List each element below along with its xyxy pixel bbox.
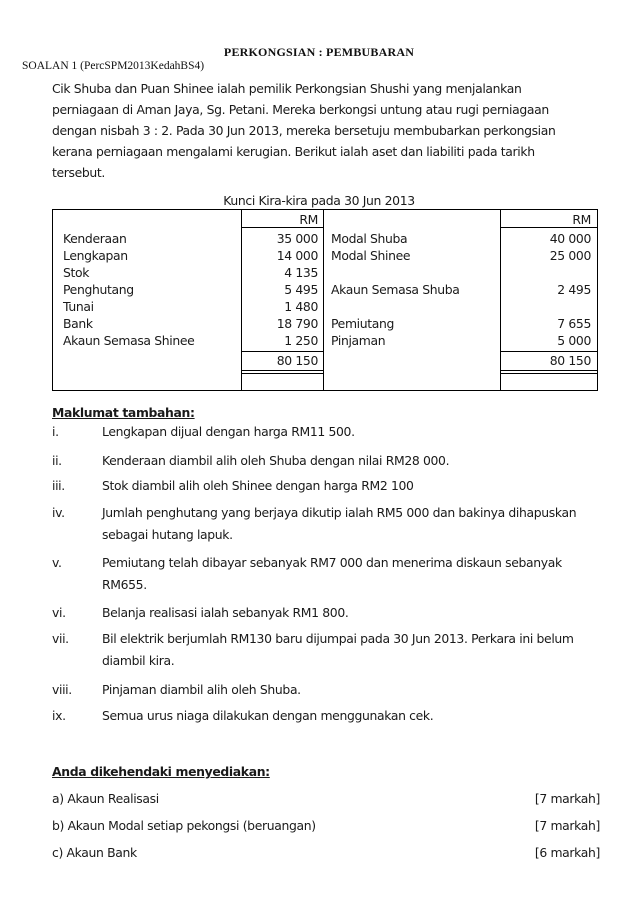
asset-label: Bank [63,316,93,331]
balance-sheet-title: Kunci Kira-kira pada 30 Jun 2013 [223,193,415,208]
item-text: Bil elektrik berjumlah RM130 baru dijumpai pada 30 Jun 2013. Perkara ini belum [102,631,574,646]
requirements-heading: Anda dikehendaki menyediakan: [52,764,270,779]
requirement-marks: [6 markah] [534,845,600,860]
intro-line: dengan nisbah 3 : 2. Pada 30 Jun 2013, mereka bersetuju membubarkan perkongsian [52,123,556,138]
item-text: Kenderaan diambil alih oleh Shuba dengan nilai RM28 000. [102,453,450,468]
item-number: iii. [52,478,65,493]
header-rule [500,227,597,228]
balance-sheet-table [52,209,598,391]
asset-label: Stok [63,265,90,280]
double-rule [241,373,323,374]
intro-paragraph [52,78,612,183]
item-text-continuation: RM655. [102,577,147,592]
intro-line: tersebut. [52,165,106,180]
intro-line: kerana perniagaan mengalami kerugian. Berikut ialah aset dan liabiliti pada tarikh [52,144,535,159]
intro-line: perniagaan di Aman Jaya, Sg. Petani. Mereka berkongsi untung atau rugi perniagaan [52,102,549,117]
currency-header-left: RM [299,212,318,227]
item-text: Semua urus niaga dilakukan dengan menggunakan cek. [102,708,434,723]
column-divider [323,210,324,390]
left-total: 80 150 [276,353,318,368]
item-text-continuation: diambil kira. [102,653,175,668]
asset-amount: 35 000 [276,231,318,246]
item-text: Jumlah penghutang yang berjaya dikutip ialah RM5 000 dan bakinya dihapuskan [102,505,577,520]
additional-info-heading: Maklumat tambahan: [52,405,195,420]
question-label: SOALAN 1 (PercSPM2013KedahBS4) [22,60,205,72]
liability-amount: 40 000 [549,231,591,246]
requirement-label: a) Akaun Realisasi [52,791,159,806]
item-number: viii. [52,682,72,697]
asset-label: Lengkapan [63,248,128,263]
right-total: 80 150 [549,353,591,368]
asset-label: Kenderaan [63,231,127,246]
double-rule [500,373,597,374]
total-rule [241,351,323,352]
asset-label: Akaun Semasa Shinee [63,333,195,348]
item-number: vii. [52,631,69,646]
asset-amount: 1 250 [284,333,318,348]
requirement-marks: [7 markah] [534,818,600,833]
document-title: PERKONGSIAN : PEMBUBARAN [223,45,415,59]
asset-amount: 18 790 [276,316,318,331]
liability-label: Modal Shinee [331,248,411,263]
currency-header-right: RM [572,212,591,227]
item-number: iv. [52,505,65,520]
asset-amount: 1 480 [284,299,318,314]
item-text: Pinjaman diambil alih oleh Shuba. [102,682,301,697]
item-text: Stok diambil alih oleh Shinee dengan harga RM2 100 [102,478,414,493]
column-divider [500,210,501,390]
liability-label: Akaun Semasa Shuba [331,282,460,297]
column-divider [241,210,242,390]
item-text: Belanja realisasi ialah sebanyak RM1 800. [102,605,349,620]
liability-amount: 25 000 [549,248,591,263]
item-number: ix. [52,708,66,723]
asset-label: Penghutang [63,282,134,297]
liability-label: Pinjaman [331,333,386,348]
liability-amount: 2 495 [557,282,591,297]
asset-amount: 5 495 [284,282,318,297]
requirement-marks: [7 markah] [534,791,600,806]
double-rule [241,370,323,371]
double-rule [500,370,597,371]
header-rule [241,227,323,228]
asset-label: Tunai [63,299,94,314]
item-number: ii. [52,453,62,468]
intro-line: Cik Shuba dan Puan Shinee ialah pemilik Perkongsian Shushi yang menjalankan [52,81,522,96]
asset-amount: 4 135 [284,265,318,280]
liability-amount: 5 000 [557,333,591,348]
liability-label: Pemiutang [331,316,395,331]
item-number: i. [52,424,59,439]
requirement-label: c) Akaun Bank [52,845,137,860]
asset-amount: 14 000 [276,248,318,263]
item-number: vi. [52,605,66,620]
item-text: Pemiutang telah dibayar sebanyak RM7 000 dan menerima diskaun sebanyak [102,555,562,570]
total-rule [500,351,597,352]
item-number: v. [52,555,62,570]
requirement-label: b) Akaun Modal setiap pekongsi (beruangan) [52,818,316,833]
item-text-continuation: sebagai hutang lapuk. [102,527,233,542]
liability-label: Modal Shuba [331,231,408,246]
liability-amount: 7 655 [557,316,591,331]
item-text: Lengkapan dijual dengan harga RM11 500. [102,424,355,439]
